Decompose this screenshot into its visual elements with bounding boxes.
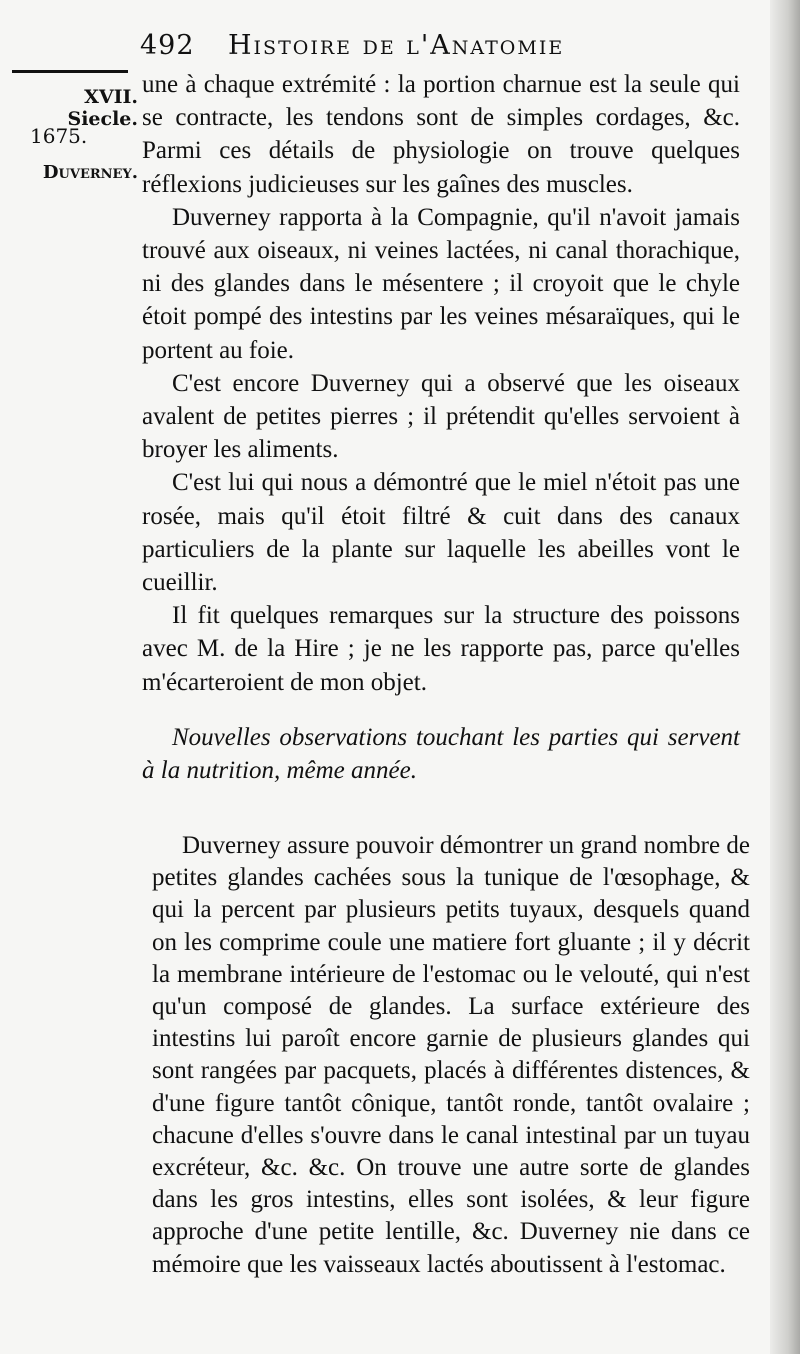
running-title: Histoire de l'Anatomie <box>228 30 565 61</box>
section-paragraph: Duverney assure pouvoir démontrer un grand nombre de petites glandes cachées sous la tunique de l'œsophage, & qui la percent par plusieurs petits tuyaux, desquels quand on les comprime coule une matiere fort gluante ; il y décrit la membrane intérieure de l'estomac ou le velouté, qui n'est qu'un composé de glandes. La surface extérieure des intestins lui paroît encore garnie de plusieurs glandes qui sont rangées par pacquets, placés à différentes distences, & d'une figure tantôt cônique, tantôt ronde, tantôt ovalaire ; chacune d'elles s'ouvre dans le canal intestinal par un tuyau excréteur, &c. &c. On trouve une autre sorte de glandes dans les gros intestins, elles sont isolées, & leur figure approche d'une petite lentille, &c. Duverney nie dans ce mémoire que les vaisseaux lactés aboutissent à l'estomac. <box>152 832 750 1278</box>
paragraph: Duverney rapporta à la Compagnie, qu'il n'avoit jamais trouvé aux oiseaux, ni veines lactées, ni canal thorachique, ni des glandes dans le mésentere ; il croyoit que le chyle étoit pompé des intestins par les veines mésaraïques, qui le portent au foie. <box>142 203 740 364</box>
page-number: 492 <box>140 30 195 61</box>
section-heading: Nouvelles observations touchant les parties qui servent à la nutrition, même année. <box>142 723 740 785</box>
paragraph: une à chaque extrémité : la portion charnue est la seule qui se contracte, les tendons sont de simples cordages, &c. Parmi ces détails de physiologie on trouve quelques réflexions judicieuses sur les gaînes des muscles. <box>142 71 740 198</box>
page-gutter-shadow <box>770 0 800 1354</box>
paragraph: C'est encore Duverney qui a observé que les oiseaux avalent de petites pierres ; il prétendit qu'elles servoient à broyer les aliments. <box>142 369 740 464</box>
paragraph: Il fit quelques remarques sur la structure des poissons avec M. de la Hire ; je ne les rapporte pas, parce qu'elles m'écarteroient de mon objet. <box>142 602 740 696</box>
margin-note-century: XVII. Siecle. <box>67 86 138 130</box>
section-text <box>152 830 750 1281</box>
margin-rule <box>12 70 128 73</box>
page-header <box>140 30 760 70</box>
margin-note-name: Duverney. <box>42 162 138 183</box>
main-text <box>142 68 740 787</box>
paragraph: C'est lui qui nous a démontré que le miel n'étoit pas une rosée, mais qu'il étoit filtré & cuit dans des canaux particuliers de la plante sur laquelle les abeilles vont le cueillir. <box>142 469 740 597</box>
margin-note-year: 1675. <box>30 124 88 148</box>
